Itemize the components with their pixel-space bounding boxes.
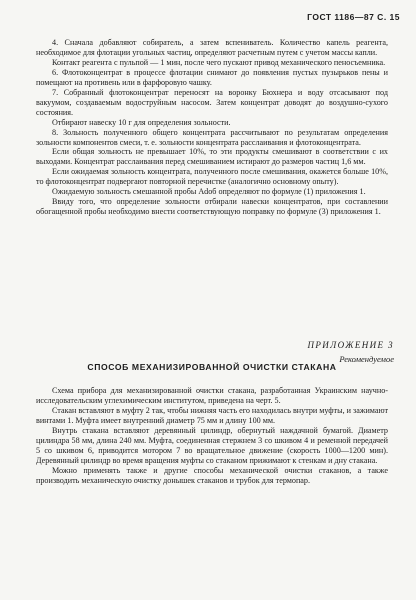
paragraph-sample: Отбирают навеску 10 г для определения зольности.	[52, 117, 231, 127]
paragraph-4: 4. Сначала добавляют собиратель, а затем вспениватель. Количество капель реагента, необходимое для флотации угольных частиц, определяют расчетным путем с учетом массы капли.	[36, 38, 388, 57]
section-paragraph-1: Схема прибора для механизированной очистки стакана, разработанная Украинским научно-исследовательским углехимическим институтом, приведена на черт. 5.	[36, 386, 388, 405]
paragraph-formula: Ожидаемую зольность смешанной пробы Adоб определяют по формуле (1) приложения 1.	[52, 187, 366, 197]
section-paragraph-4: Можно применять также и другие способы механической очистки стаканов, а также производить механическую очистку донышек стаканов и трубок для термопар.	[36, 465, 388, 485]
section-paragraph-2: Стакан вставляют в муфту 2 так, чтобы нижняя часть его находилась внутри муфты, и зажимают винтами 1. Муфта имеет внутренний диаметр 75 мм и длину 100 мм.	[36, 405, 388, 425]
paragraph-correction: Ввиду того, что определение зольности отбирали навески концентратов, при составлении обогащенной пробы необходимо внести соответствующую поправку по формуле (3) приложения 1.	[36, 197, 388, 217]
paragraph-7: 7. Собранный флотоконцентрат переносят на воронку Бюхнера и воду отсасывают под вакуумом, создаваемым водоструйным насосом. Затем концентрат доводят до воздушно-сухого состояния.	[36, 87, 388, 117]
running-header: ГОСТ 1186—87 С. 15	[307, 12, 400, 22]
section-body	[36, 386, 388, 486]
section-paragraph-3: Внутрь стакана вставляют деревянный цилиндр, обернутый наждачной бумагой. Диаметр цилиндра 58 мм, длина 240 мм. Муфта, соединенная стержнем 3 со шкивом 4 и ременной передачей 5 со шкивом 6, приводится мотором 7 во вращательное движение (скорость 1000—1200 мин). Деревянный цилиндр во время вращения муфты со стаканом прижимают к стенкам и дну стакана.	[36, 425, 388, 465]
paragraph-ash-10: Если общая зольность не превышает 10%, то эти продукты смешивают в соответствии с их выходами. Концентрат расслаивания перед смешиванием истирают до размеров частиц 1,6 мм.	[36, 147, 388, 167]
top-text-block	[36, 38, 388, 217]
paragraph-contact: Контакт реагента с пульпой — 1 мин, после чего пускают привод механического пеносъемника.	[52, 57, 386, 67]
section-title: СПОСОБ МЕХАНИЗИРОВАННОЙ ОЧИСТКИ СТАКАНА	[87, 362, 337, 372]
paragraph-6: 6. Флотоконцентрат в процессе флотации снимают до появления пустых пузырьков пены и помещают на противень или в фарфоровую чашку.	[36, 67, 388, 87]
appendix-title: ПРИЛОЖЕНИЕ 3	[307, 340, 394, 350]
paragraph-expected-ash: Если ожидаемая зольность концентрата, полученного после смешивания, окажется больше 10%, то флотоконцентрат подвергают повторной перечистке (аналогично основному опыту).	[36, 167, 388, 187]
appendix-subtitle: Рекомендуемое	[339, 354, 394, 364]
paragraph-8: 8. Зольность полученного общего концентрата рассчитывают по результатам определения зольности компонентов смеси, т. е. зольности концентрата расслаивания и флотоконцентрата.	[36, 127, 388, 147]
